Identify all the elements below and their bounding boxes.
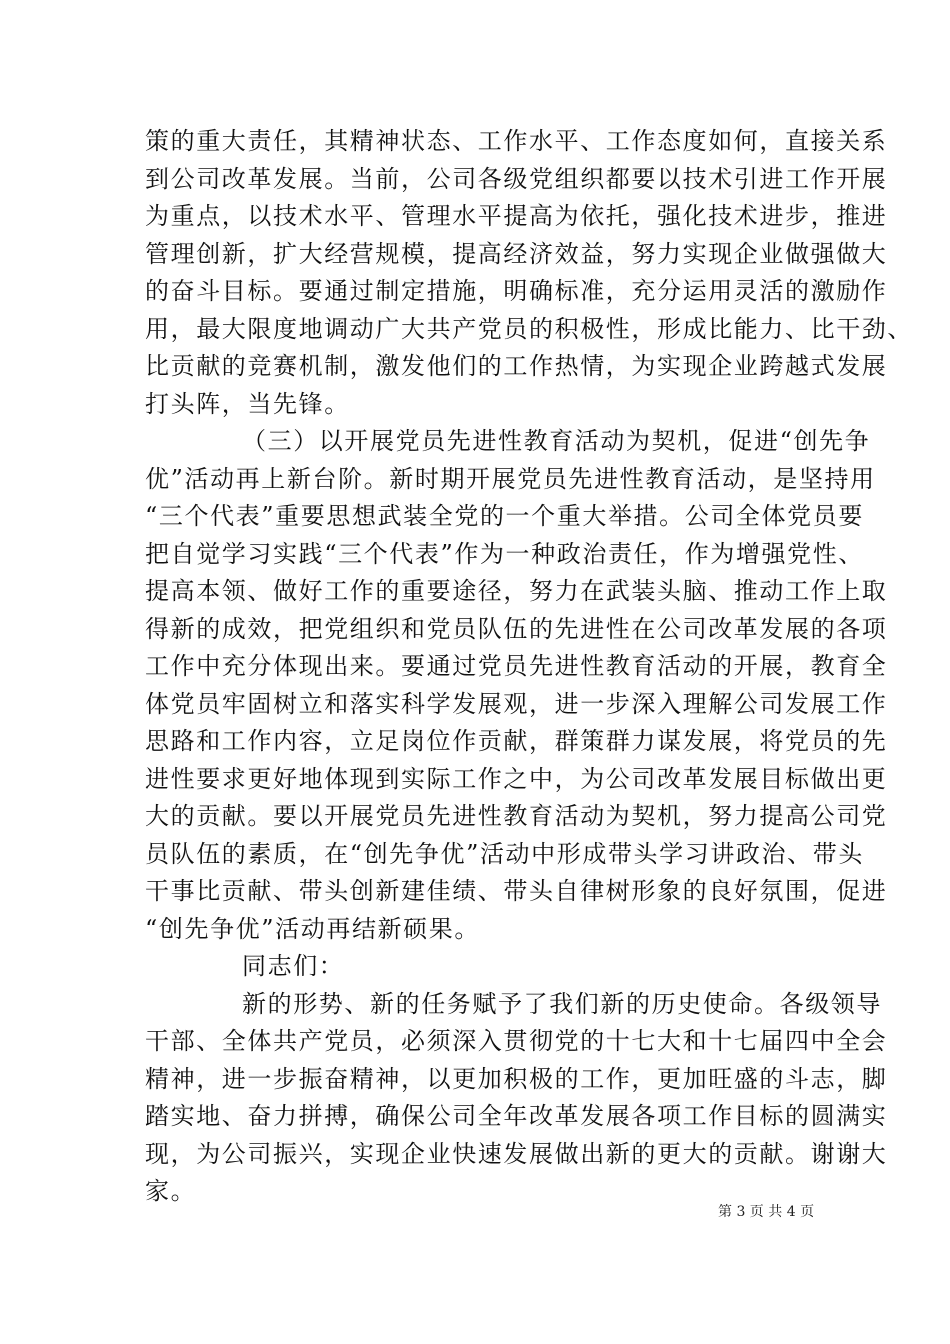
text-line: 提高本领、做好工作的重要途径，努力在武装头脑、推动工作上取 [145, 577, 888, 605]
text-line: 用，最大限度地调动广大共产党员的积极性，形成比能力、比干劲、 [145, 315, 913, 343]
page-number-footer: 第 3 页 共 4 页 [718, 1204, 815, 1220]
text-line: 家。 [145, 1177, 197, 1205]
text-line: “创先争优”活动再结新硕果。 [145, 915, 480, 943]
text-line: 到公司改革发展。当前，公司各级党组织都要以技术引进工作开展 [145, 165, 888, 193]
text-line: 干事比贡献、带头创新建佳绩、带头自律树形象的良好氛围，促进 [145, 877, 888, 905]
text-line: 进性要求更好地体现到实际工作之中，为公司改革发展目标做出更 [145, 765, 888, 793]
text-line: 策的重大责任，其精神状态、工作水平、工作态度如何，直接关系 [145, 127, 888, 155]
text-line: 打头阵，当先锋。 [145, 390, 350, 418]
text-line: 思路和工作内容，立足岗位作贡献，群策群力谋发展，将党员的先 [145, 727, 888, 755]
text-line: 比贡献的竞赛机制，激发他们的工作热情，为实现企业跨越式发展 [145, 352, 888, 380]
salutation-line: 同志们： [242, 952, 345, 980]
text-line: 工作中充分体现出来。要通过党员先进性教育活动的开展，教育全 [145, 652, 888, 680]
text-line: 干部、全体共产党员，必须深入贯彻党的十七大和十七届四中全会 [145, 1027, 888, 1055]
text-line: 优”活动再上新台阶。新时期开展党员先进性教育活动，是坚持用 [145, 465, 876, 493]
section-heading-line: （三）以开展党员先进性教育活动为契机，促进“创先争 [242, 427, 871, 455]
text-line: 大的贡献。要以开展党员先进性教育活动为契机，努力提高公司党 [145, 802, 888, 830]
text-line: 精神，进一步振奋精神，以更加积极的工作，更加旺盛的斗志，脚 [145, 1065, 888, 1093]
text-line: 为重点，以技术水平、管理水平提高为依托，强化技术进步，推进 [145, 202, 888, 230]
text-line: 新的形势、新的任务赋予了我们新的历史使命。各级领导 [242, 990, 882, 1018]
text-line: 现，为公司振兴，实现企业快速发展做出新的更大的贡献。谢谢大 [145, 1140, 888, 1168]
text-line: 员队伍的素质，在“创先争优”活动中形成带头学习讲政治、带头 [145, 840, 864, 868]
text-line: 体党员牢固树立和落实科学发展观，进一步深入理解公司发展工作 [145, 690, 888, 718]
text-line: 踏实地、奋力拼搏，确保公司全年改革发展各项工作目标的圆满实 [145, 1102, 888, 1130]
text-line: 管理创新，扩大经营规模，提高经济效益，努力实现企业做强做大 [145, 240, 888, 268]
text-line: 得新的成效，把党组织和党员队伍的先进性在公司改革发展的各项 [145, 615, 888, 643]
text-line: “三个代表”重要思想武装全党的一个重大举措。公司全体党员要 [145, 502, 864, 530]
text-line: 的奋斗目标。要通过制定措施，明确标准，充分运用灵活的激励作 [145, 277, 888, 305]
text-line: 把自觉学习实践“三个代表”作为一种政治责任，作为增强党性、 [145, 540, 864, 568]
